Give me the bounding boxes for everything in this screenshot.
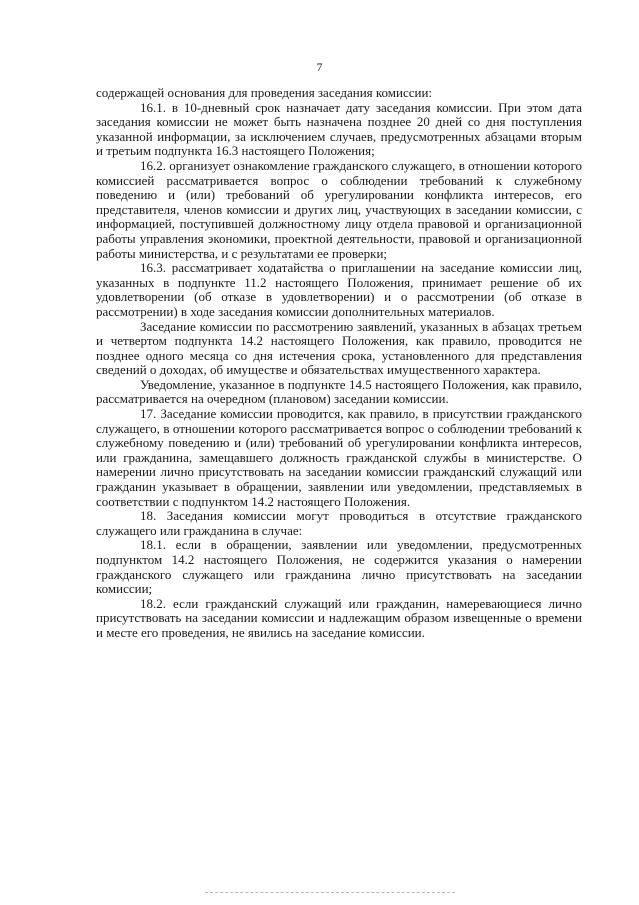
paragraph-16-2: 16.2. организует ознакомление гражданского служащего, в отношении которого комиссией рассматривается вопрос о соблюдении требований к служебному поведению и (или) требований об урегулировании конфликта интересов, его представителя, членов комиссии и других лиц, участвующих в заседании комиссии, с информацией, поступившей должностному лицу отдела правовой и организационной работы управления экономики, проектной деятельности, правовой и организационной работы министерства, и с результатами ее проверки; — [96, 157, 582, 261]
page-number: 7 — [316, 60, 323, 74]
paragraph-16-1: 16.1. в 10-дневный срок назначает дату заседания комиссии. При этом дата заседания комиссии не может быть назначена позднее 20 дней со дня поступления указанной информации, за исключением случаев, предусмотренных абзацами вторым и третьим подпункта 16.3 настоящего Положения; — [96, 99, 582, 159]
paragraph-18-1: 18.1. если в обращении, заявлении или уведомлении, предусмотренных подпунктом 14.2 настоящего Положения, не содержится указания о намерении гражданского служащего или гражданина лично присутствовать на заседании комиссии; — [96, 537, 582, 597]
document-body — [96, 86, 582, 641]
paragraph-18: 18. Заседания комиссии могут проводиться в отсутствие гражданского служащего или гражданина в случае: — [96, 508, 582, 538]
paragraph-notification: Уведомление, указанное в подпункте 14.5 настоящего Положения, как правило, рассматривается на очередном (плановом) заседании комиссии. — [96, 376, 582, 407]
paragraph-17: 17. Заседание комиссии проводится, как правило, в присутствии гражданского служащего, в отношении которого рассматривается вопрос о соблюдении требований к служебному поведению и (или) требований об урегулировании конфликта интересов, или гражданина, замещавшего должность гражданской службы в министерстве. О намерении лично присутствовать на заседании комиссии гражданский служащий или гражданин указывает в обращении, заявлении или уведомлении, представляемых в соответствии с подпунктом 14.2 настоящего Положения. — [96, 406, 582, 509]
paragraph-intro: содержащей основания для проведения заседания комиссии: — [96, 85, 433, 100]
paragraph-18-2: 18.2. если гражданский служащий или гражданин, намеревающиеся лично присутствовать на заседании комиссии и надлежащим образом извещенные о времени и месте его проведения, не явились на заседание комиссии. — [96, 595, 582, 640]
paragraph-applications-deadline: Заседание комиссии по рассмотрению заявлений, указанных в абзацах третьем и четвертом подпункта 14.2 настоящего Положения, как правило, проводится не позднее одного месяца со дня истечения срока, установленного для представления сведений о доходах, об имуществе и обязательствах имущественного характера. — [96, 318, 582, 378]
footer-divider — [205, 892, 455, 893]
paragraph-16-3: 16.3. рассматривает ходатайства о приглашении на заседание комиссии лиц, указанных в подпункте 11.2 настоящего Положения, принимает решение об их удовлетворении (об отказе в удовлетворении) и о рассмотрении (об отказе в рассмотрении) в ходе заседания комиссии дополнительных материалов. — [96, 260, 582, 319]
